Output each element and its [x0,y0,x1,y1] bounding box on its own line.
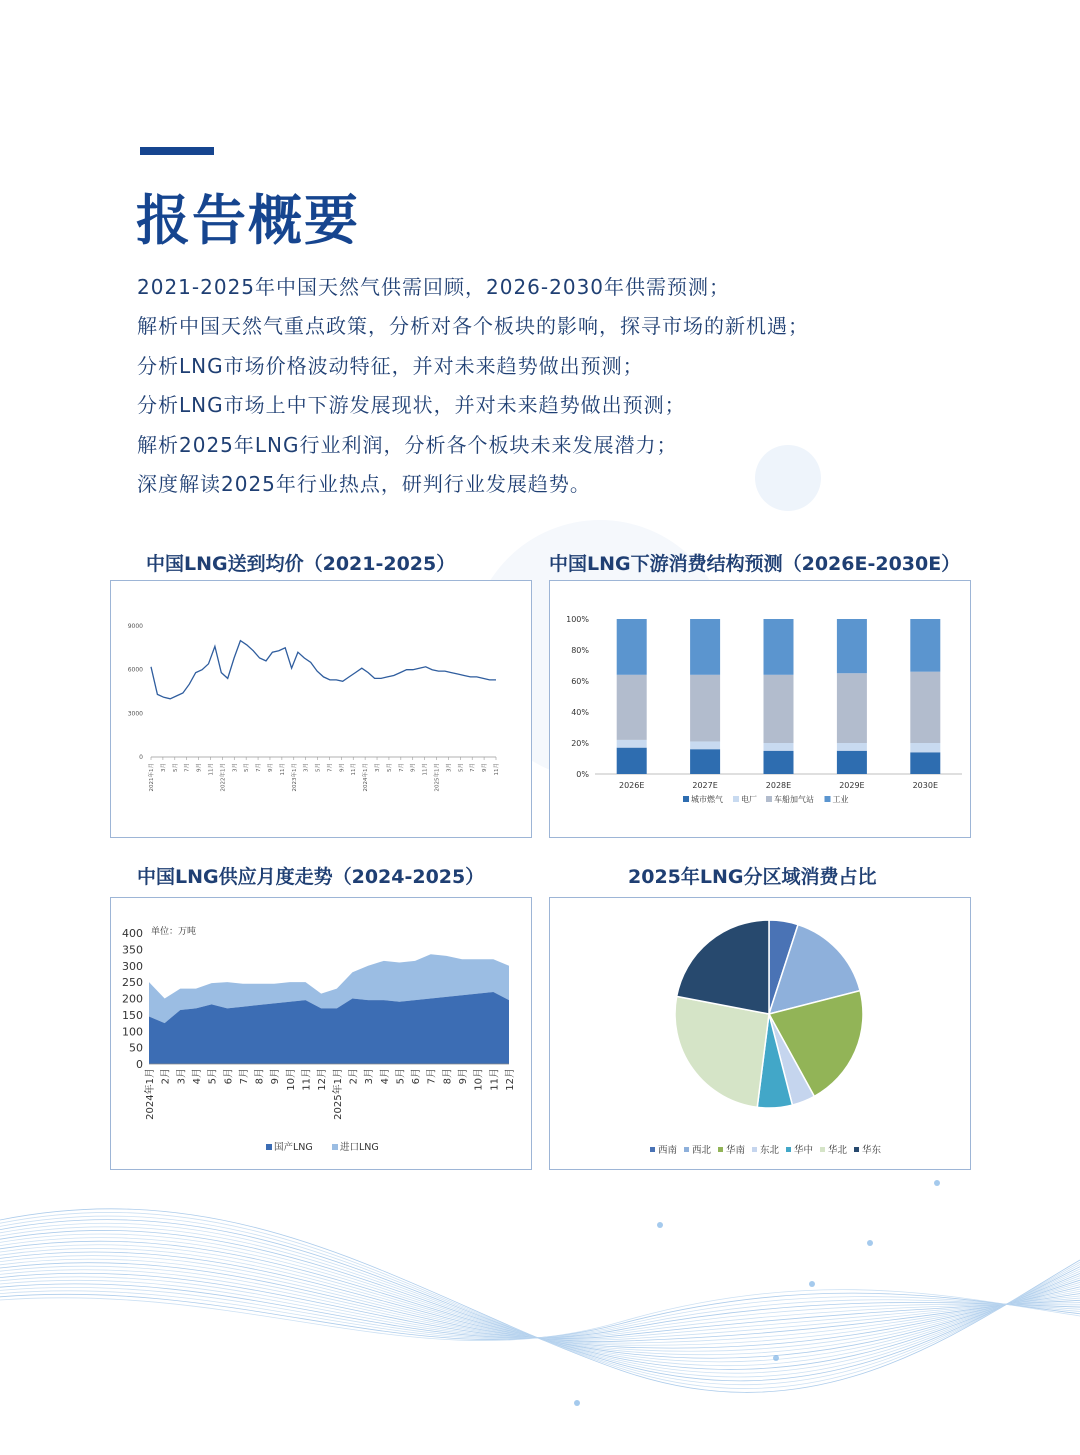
structure-bar-segment [837,673,867,743]
summary-item: 解析2025年LNG行业利润，分析各个板块未来发展潜力； [137,432,678,457]
price-x-tick: 5月 [386,763,393,772]
supply-x-tick: 4月 [379,1068,391,1085]
supply-x-tick: 6月 [223,1068,235,1085]
structure-x-tick: 2030E [912,781,939,790]
structure-legend-swatch [683,796,689,802]
price-x-tick: 9月 [482,763,489,772]
price-x-tick: 7月 [470,763,477,772]
supply-x-tick: 2月 [160,1068,172,1085]
regions-legend-swatch [820,1147,825,1152]
structure-bar-segment [764,619,794,675]
structure-bar-segment [617,748,647,774]
supply-x-tick: 7月 [426,1068,438,1085]
price-x-tick: 3月 [446,763,453,772]
structure-legend-swatch [766,796,772,802]
supply-y-tick: 0 [136,1058,143,1071]
decorative-wave-lines [0,1180,1080,1455]
price-x-tick: 9月 [410,763,417,772]
price-x-tick: 7月 [256,763,263,772]
supply-y-tick: 400 [122,927,143,940]
supply-y-tick: 50 [129,1041,143,1055]
supply-x-tick: 4月 [191,1068,203,1085]
supply-x-tick: 8月 [442,1068,454,1085]
structure-bar-segment [764,743,794,751]
supply-unit-label: 单位：万吨 [151,927,197,937]
supply-legend-label: 进口LNG [340,1142,379,1153]
supply-x-tick: 9月 [458,1068,470,1085]
regions-legend-swatch [752,1147,757,1152]
supply-x-tick: 3月 [364,1068,376,1085]
price-x-tick: 3月 [160,763,167,772]
price-x-tick: 2021年1月 [149,763,155,792]
structure-legend-swatch [825,796,831,802]
price-x-tick: 11月 [208,763,215,776]
structure-bar-chart [550,581,972,839]
price-x-tick: 3月 [232,763,239,772]
wave-sparkle [867,1240,873,1246]
regions-pie-chart [550,898,972,1171]
regions-legend-swatch [718,1147,723,1152]
structure-legend-label: 电厂 [741,795,757,804]
structure-x-tick: 2027E [692,781,718,790]
wave-line [0,1209,1080,1393]
structure-bar-segment [764,675,794,743]
structure-chart-panel [549,580,971,838]
price-x-tick: 2024年1月 [363,763,370,792]
supply-y-tick: 300 [122,959,143,973]
supply-x-tick: 7月 [238,1068,250,1085]
wave-sparkle [657,1222,663,1228]
structure-bar-segment [617,675,647,740]
price-chart-title: 中国LNG送到均价（2021-2025） [146,553,456,575]
wave-sparkle [773,1355,779,1361]
price-x-tick: 7月 [184,763,191,772]
structure-x-tick: 2028E [765,781,792,790]
supply-legend-swatch [266,1144,272,1150]
price-x-tick: 5月 [315,763,322,772]
supply-y-tick: 200 [122,992,143,1006]
wave-sparkle [574,1400,580,1406]
wave-line [0,1277,1080,1338]
structure-bar-segment [837,619,867,673]
supply-y-tick: 100 [122,1025,143,1039]
wave-sparkle [934,1180,940,1186]
price-x-tick: 5月 [244,763,251,772]
structure-x-tick: 2026E [618,781,645,790]
supply-chart-title: 中国LNG供应月度走势（2024-2025） [137,866,485,888]
supply-x-tick: 2024年1月 [145,1068,156,1120]
regions-legend-swatch [684,1147,689,1152]
supply-x-tick: 2月 [348,1068,360,1085]
structure-bar-segment [837,743,867,751]
structure-bar-segment [617,619,647,675]
structure-y-tick: 80% [571,646,589,655]
supply-legend-label: 国产LNG [274,1142,313,1153]
price-x-tick: 3月 [303,763,310,772]
structure-y-tick: 40% [571,708,589,717]
price-x-tick: 9月 [339,763,346,772]
supply-y-tick: 350 [122,943,143,957]
wave-sparkle [809,1281,815,1287]
structure-legend-label: 城市燃气 [691,795,723,804]
supply-x-tick: 5月 [207,1068,219,1085]
price-y-tick: 9000 [127,623,143,630]
wave-line [0,1270,1080,1340]
price-x-tick: 5月 [458,763,465,772]
structure-bar-segment [764,751,794,774]
regions-legend-label: 西北 [692,1145,712,1156]
structure-legend-label: 车船加气站 [774,795,814,804]
wave-line [0,1291,1080,1339]
regions-chart-title: 2025年LNG分区域消费占比 [628,866,877,888]
structure-bar-segment [690,749,720,774]
structure-bar-segment [910,619,940,672]
price-x-tick: 11月 [422,763,429,776]
supply-x-tick: 11月 [489,1068,501,1091]
price-y-tick: 0 [139,754,143,761]
supply-x-tick: 6月 [411,1068,423,1085]
supply-x-tick: 10月 [473,1068,485,1091]
supply-x-tick: 12月 [505,1068,516,1091]
supply-y-tick: 250 [122,976,143,990]
regions-legend-swatch [650,1147,655,1152]
price-x-tick: 7月 [327,763,334,772]
price-x-tick: 3月 [375,763,382,772]
supply-x-tick: 12月 [317,1068,329,1091]
regions-legend-label: 华中 [794,1145,814,1156]
supply-x-tick: 11月 [301,1068,313,1091]
structure-legend-label: 工业 [832,795,849,804]
price-x-tick: 11月 [351,763,358,776]
regions-legend-swatch [854,1147,859,1152]
structure-y-tick: 0% [576,770,589,779]
structure-legend-swatch [733,796,739,802]
structure-bar-segment [910,743,940,752]
regions-chart-panel [549,897,971,1170]
structure-x-tick: 2029E [839,781,865,790]
supply-legend-swatch [332,1144,338,1150]
price-x-tick: 2025年1月 [434,763,441,792]
supply-y-tick: 150 [122,1008,143,1022]
structure-y-tick: 100% [566,615,589,624]
price-x-tick: 2023年1月 [291,763,298,792]
structure-bar-segment [690,675,720,742]
structure-y-tick: 20% [571,739,589,748]
price-x-tick: 7月 [398,763,405,772]
title-accent-bar [140,147,214,155]
summary-item: 解析中国天然气重点政策，分析对各个板块的影响，探寻市场的新机遇； [137,314,809,339]
price-x-tick: 11月 [279,763,286,776]
supply-x-tick: 5月 [395,1068,407,1085]
price-series-line [151,641,496,699]
price-y-tick: 6000 [127,666,143,674]
price-x-tick: 9月 [196,763,203,772]
supply-x-tick: 8月 [254,1068,266,1085]
price-x-tick: 11月 [494,763,500,776]
structure-bar-segment [617,740,647,748]
price-x-tick: 5月 [172,763,179,772]
wave-line [0,1263,1080,1342]
structure-bar-segment [690,619,720,675]
regions-legend-label: 华南 [726,1145,746,1156]
price-line-chart [111,581,533,839]
price-x-tick: 9月 [267,763,274,772]
regions-legend-label: 东北 [760,1145,780,1156]
supply-area-chart [111,898,533,1171]
regions-legend-label: 西南 [658,1145,678,1156]
supply-chart-panel [110,897,532,1170]
price-chart-panel [110,580,532,838]
structure-y-tick: 60% [571,677,589,686]
structure-chart-title: 中国LNG下游消费结构预测（2026E-2030E） [549,553,961,575]
regions-pie-slice [675,996,769,1107]
summary-item: 深度解读2025年行业热点，研判行业发展趋势。 [137,472,591,497]
price-y-tick: 3000 [127,710,143,718]
structure-bar-segment [837,751,867,774]
structure-bar-segment [910,672,940,743]
structure-bar-segment [910,752,940,774]
price-x-tick: 2022年1月 [220,763,227,792]
summary-item: 2021-2025年中国天然气供需回顾，2026-2030年供需预测； [137,275,731,299]
wave-line [0,1280,1080,1338]
regions-legend-label: 华北 [828,1145,848,1156]
summary-item: 分析LNG市场价格波动特征，并对未来趋势做出预测； [137,353,644,378]
supply-x-tick: 2025年1月 [332,1068,344,1120]
regions-legend-label: 华东 [862,1145,882,1156]
regions-legend-swatch [786,1147,791,1152]
summary-item: 分析LNG市场上中下游发展现状，并对未来趋势做出预测； [137,393,686,418]
summary-list [137,268,809,504]
supply-x-tick: 9月 [270,1068,282,1085]
structure-bar-segment [690,741,720,749]
supply-x-tick: 3月 [176,1068,188,1085]
page-title: 报告概要 [136,189,360,252]
supply-x-tick: 10月 [285,1068,297,1091]
